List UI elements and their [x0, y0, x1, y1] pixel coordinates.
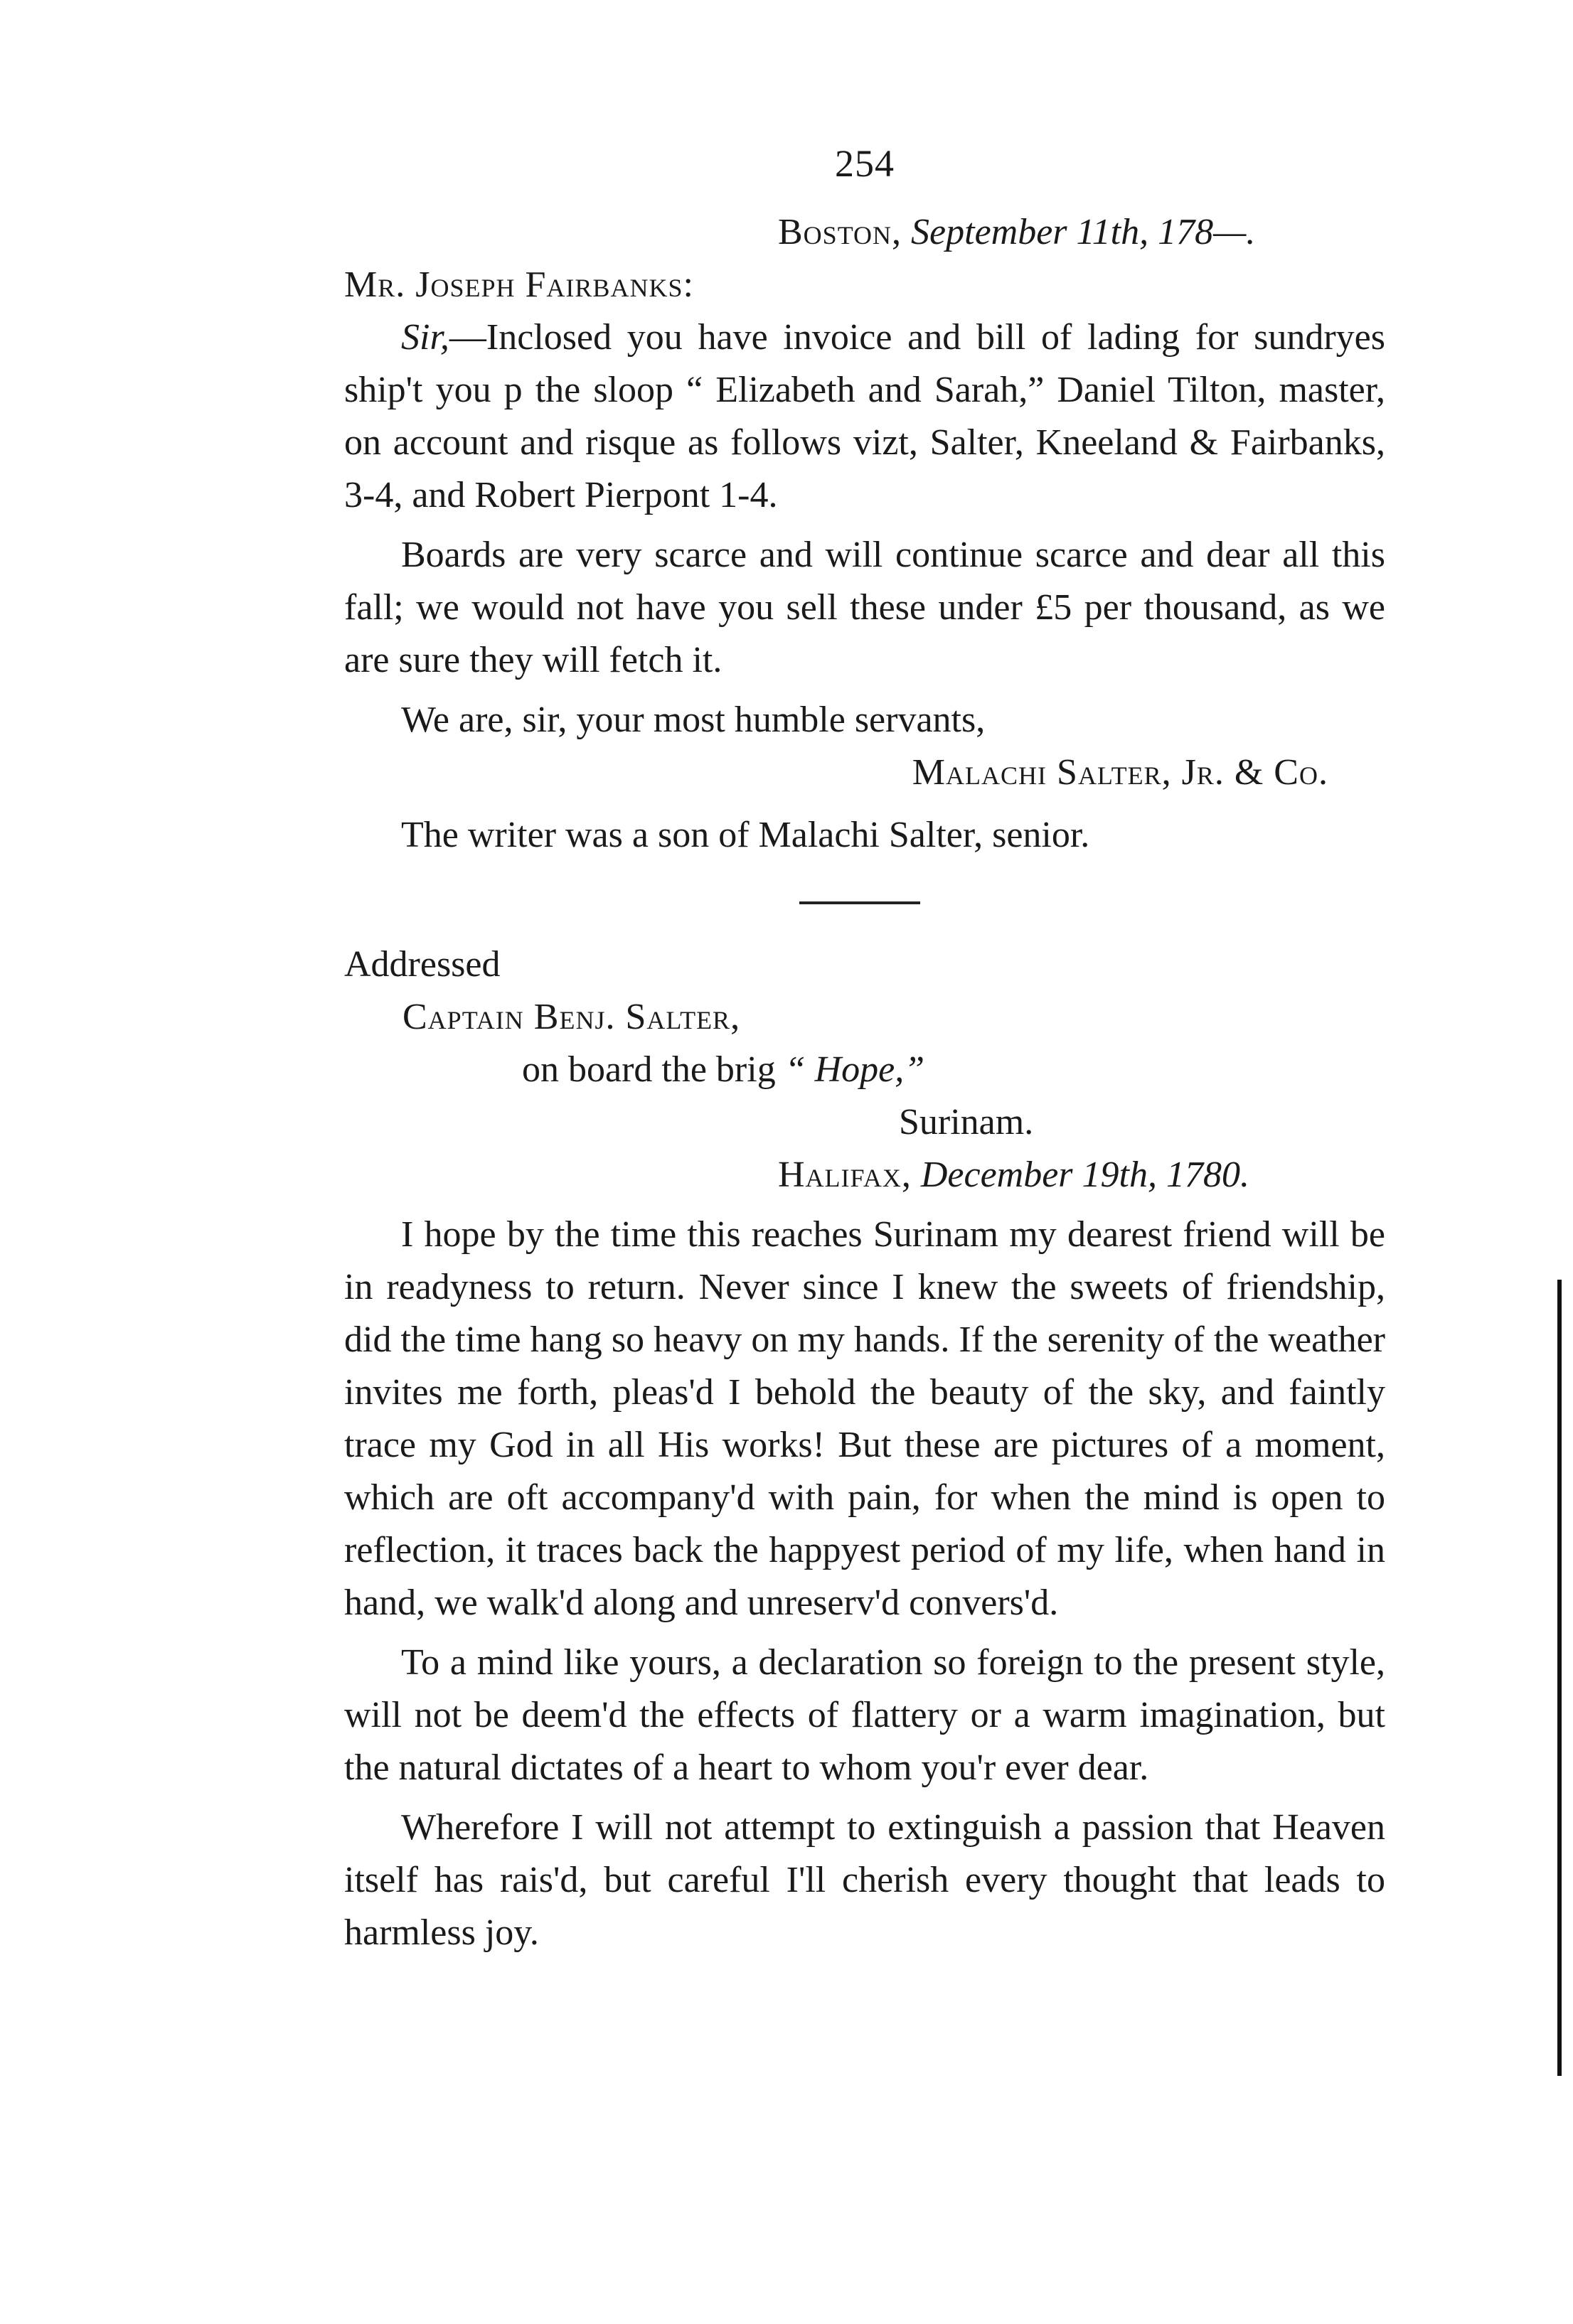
letter2-paragraph-3: Wherefore I will not attempt to extinguish a passion that Heaven itself has rais'd, but careful I'll cherish every thought that leads to harmless joy. [344, 1807, 1385, 1953]
letter2-dateline [344, 1149, 1385, 1201]
page-number: 254 [835, 142, 895, 185]
letter1-paragraph-2: Boards are very scarce and will continue scarce and dear all this fall; we would not have you sell these under £5 per thousand, as we are sure they will fetch it. [344, 535, 1385, 680]
section-separator [799, 901, 920, 904]
text-column [344, 142, 1385, 1959]
letter2-addressee: Captain Benj. Salter, [402, 997, 741, 1037]
letter1-closing: We are, sir, your most humble servants, [401, 700, 986, 740]
letter2-paragraph-1: I hope by the time this reaches Surinam my dearest friend will be in readyness to return. Never since I knew the sweets of friendship, did the time hang so heavy on my hands. If the serenity of the weather invites me forth, pleas'd I behold the beauty of the sky, and faintly trace my God in all His works! But these are pictures of a moment, which are oft accompany'd with pain, for when the mind is open to reflection, it traces back the happyest period of my life, when hand in hand, we walk'd along and unreserv'd convers'd. [344, 1214, 1385, 1623]
letter2-addressed-label: Addressed [344, 944, 501, 985]
letter1-dateline [344, 206, 1385, 259]
letter2-date: December 19th, 1780. [920, 1155, 1249, 1195]
scan-edge-mark [1557, 1280, 1562, 2076]
letter1-paragraph-1-text: —Inclosed you have invoice and bill of lading for sundryes ship't you p the sloop “ Elizabeth and Sarah,” Daniel Tilton, master, on account and risque as follows vizt, Salter, Kneeland & Fairbanks, 3-4, and Robert Pierpont 1-4. [344, 317, 1385, 515]
letter2-address-ship-prefix: on board the brig [522, 1049, 785, 1090]
editor-note: The writer was a son of Malachi Salter, senior. [401, 815, 1090, 855]
letter2-paragraph-2: To a mind like yours, a declaration so foreign to the present style, will not be deem'd the effects of flattery or a warm imagination, but the natural dictates of a heart to whom you'r ever dear. [344, 1642, 1385, 1788]
letter1-paragraph-1-lead: Sir, [401, 317, 449, 358]
letter1-date: September 11th, 178—. [911, 212, 1256, 252]
letter1-signature: Malachi Salter, Jr. & Co. [912, 752, 1328, 793]
letter1-salutation: Mr. Joseph Fairbanks: [344, 264, 694, 305]
letter1-place: Boston, [778, 212, 902, 252]
letter2-address-port: Surinam. [899, 1102, 1034, 1142]
letter1-paragraph-1 [344, 311, 1385, 522]
letter2-address-ship [344, 1044, 1385, 1096]
letter2-ship-name: “ Hope,” [784, 1049, 925, 1090]
letter2-place: Halifax, [778, 1155, 912, 1195]
